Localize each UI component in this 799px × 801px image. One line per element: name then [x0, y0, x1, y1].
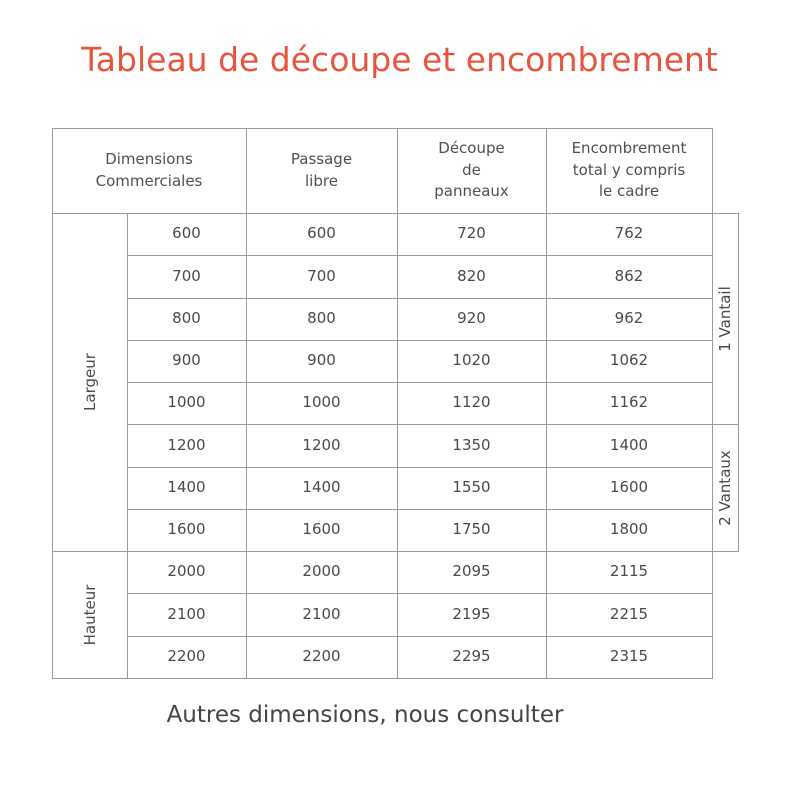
table-cell: 1162 — [609, 393, 649, 412]
group-label-largeur: Largeur — [80, 353, 99, 412]
page-title: Tableau de découpe et encombrement — [81, 40, 718, 79]
table-cell: 2215 — [609, 604, 649, 623]
table-cell: 700 — [172, 266, 201, 285]
table-cell: 1800 — [609, 520, 649, 539]
side-group-border — [738, 213, 739, 552]
group-label-2-vantaux: 2 Vantaux — [716, 449, 734, 526]
table-cell: 1600 — [302, 520, 341, 539]
table-cell: 1200 — [167, 435, 206, 454]
col-border — [712, 128, 713, 678]
table-cell: 820 — [457, 266, 486, 285]
table-cell: 700 — [307, 266, 336, 285]
group-label-hauteur: Hauteur — [80, 584, 99, 645]
table-cell: 2100 — [302, 604, 341, 623]
table-cell: 1400 — [167, 477, 206, 496]
table-cell: 2195 — [452, 604, 491, 623]
table-cell: 2000 — [302, 562, 341, 581]
column-header: Dimensions Commerciales — [95, 149, 203, 190]
footer-note: Autres dimensions, nous consulter — [166, 702, 564, 728]
table-cell: 1020 — [452, 351, 491, 370]
table-cell: 800 — [307, 308, 336, 327]
table-cell: 900 — [172, 351, 201, 370]
table-cell: 1550 — [452, 477, 491, 496]
table-cell: 600 — [172, 224, 201, 243]
table-cell: 1000 — [302, 393, 341, 412]
column-header: Encombrement total y compris le cadre — [571, 138, 687, 201]
table-cell: 2095 — [452, 562, 491, 581]
table-cell: 962 — [614, 308, 644, 327]
group-label-1-vantail: 1 Vantail — [716, 285, 734, 352]
table-cell: 762 — [614, 224, 644, 243]
table-cell: 1000 — [167, 393, 206, 412]
column-header: Découpe de panneaux — [434, 138, 509, 201]
table-cell: 2200 — [167, 646, 206, 665]
column-header: Passage libre — [290, 149, 353, 190]
table-cell: 900 — [307, 351, 336, 370]
table-cell: 862 — [614, 266, 644, 285]
table-cell: 600 — [307, 224, 336, 243]
table-cell: 1400 — [302, 477, 341, 496]
table-cell: 1750 — [452, 520, 491, 539]
table-cell: 920 — [457, 308, 486, 327]
table-cell: 1600 — [609, 477, 649, 496]
table-cell: 2115 — [609, 562, 649, 581]
table-cell: 2295 — [452, 646, 491, 665]
table-cell: 2000 — [167, 562, 206, 581]
table-cell: 800 — [172, 308, 201, 327]
table-cell: 1400 — [609, 435, 649, 454]
table-cell: 2100 — [167, 604, 206, 623]
table-cell: 1200 — [302, 435, 341, 454]
table-cell: 1062 — [609, 351, 649, 370]
table-cell: 1350 — [452, 435, 491, 454]
table-bottom-border — [52, 678, 713, 679]
table-cell: 2315 — [609, 646, 649, 665]
table-cell: 720 — [457, 224, 486, 243]
table-cell: 2200 — [302, 646, 341, 665]
table-cell: 1600 — [167, 520, 206, 539]
table-cell: 1120 — [452, 393, 491, 412]
